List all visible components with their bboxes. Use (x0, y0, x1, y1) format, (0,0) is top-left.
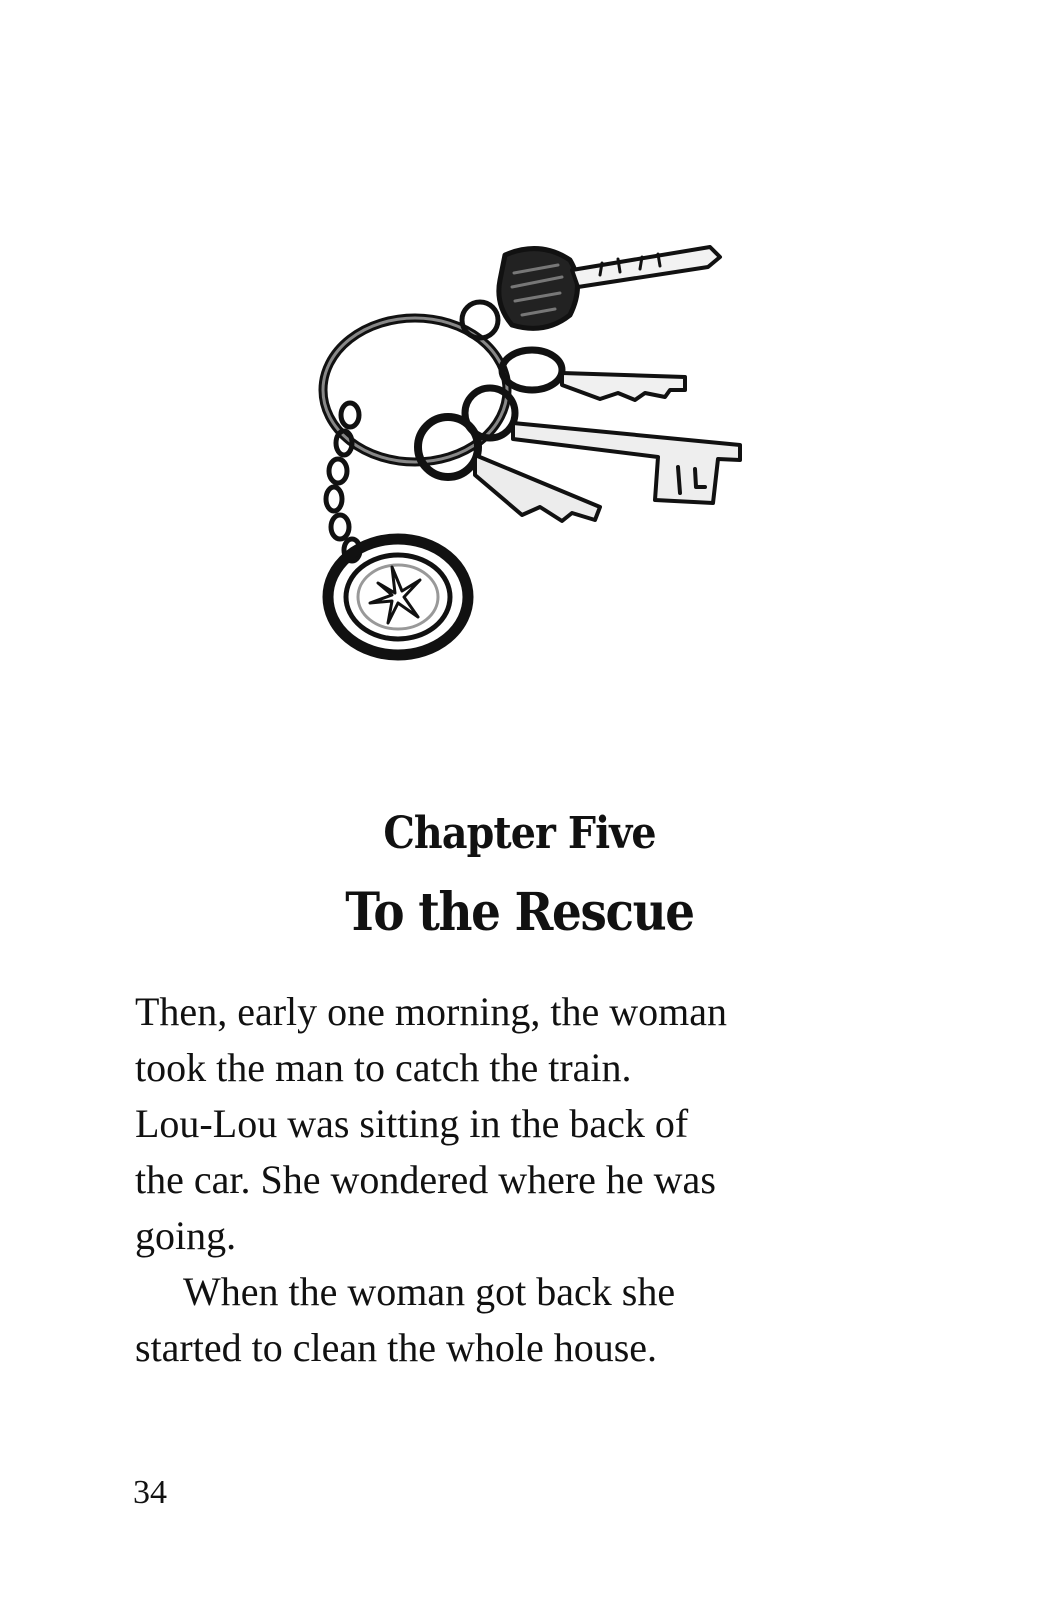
body-line: started to clean the whole house. (135, 1325, 658, 1370)
body-line: took the man to catch the train. (135, 1045, 632, 1090)
chapter-number-heading: Chapter Five (383, 808, 656, 859)
body-line: When the woman got back she (183, 1269, 676, 1314)
compass-icon (328, 539, 468, 655)
body-line: Lou-Lou was sitting in the back of (135, 1101, 689, 1146)
body-line: going. (135, 1213, 237, 1258)
body-line: Then, early one morning, the woman (135, 989, 728, 1034)
page-number: 34 (133, 1474, 167, 1511)
car-key-icon (499, 247, 720, 328)
body-text (135, 984, 895, 1376)
chapter-title-heading: To the Rescue (345, 882, 694, 943)
keyring-illustration (300, 225, 770, 675)
body-line: the car. She wondered where he was (135, 1157, 716, 1202)
middle-key-icon (502, 350, 685, 400)
